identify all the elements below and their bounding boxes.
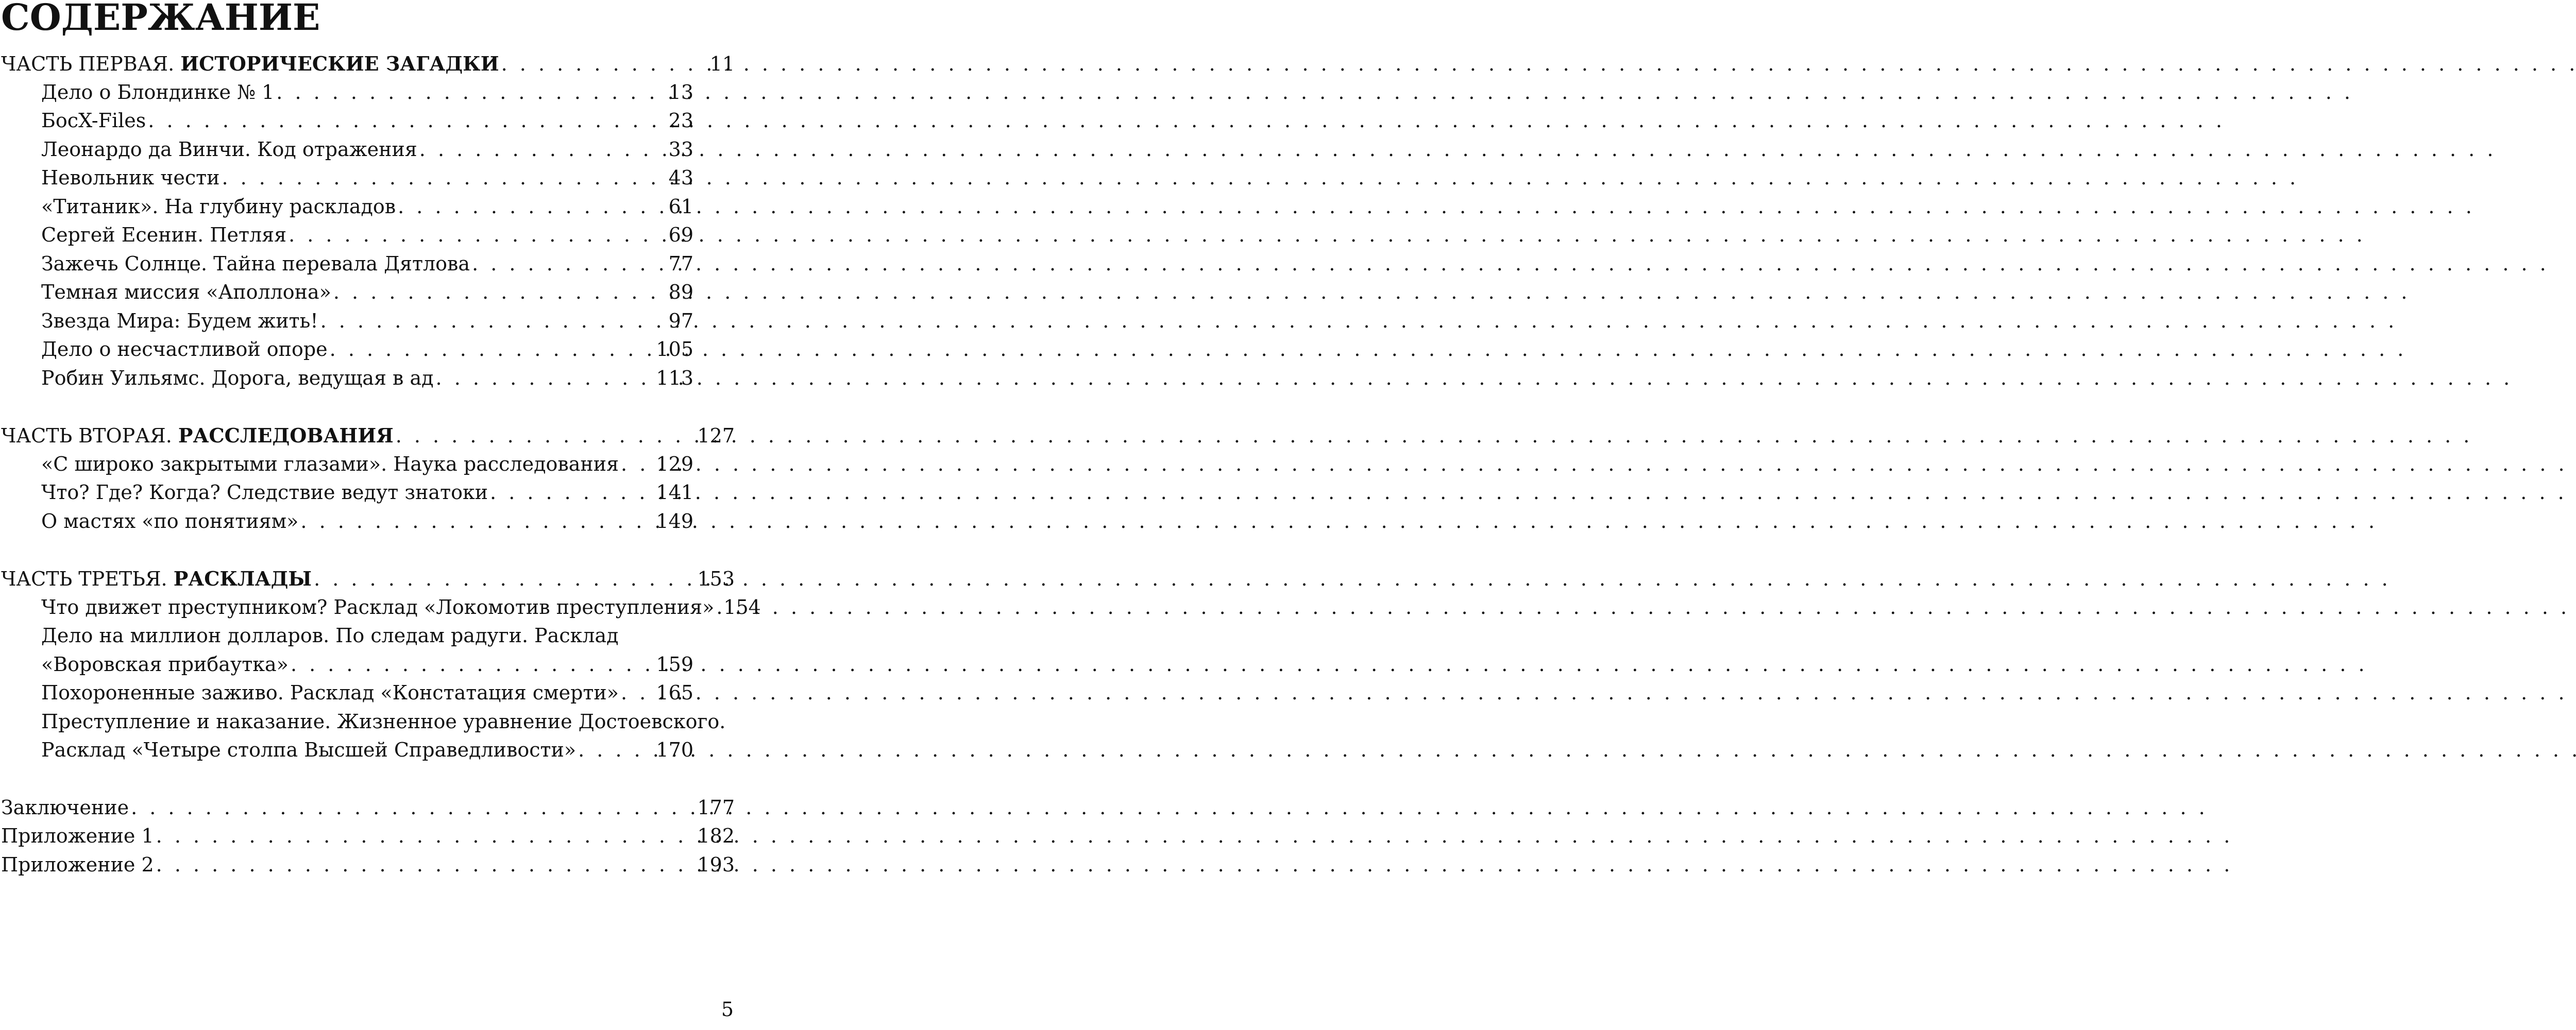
- entry-title: «С широко закрытыми глазами». Наука расследования: [41, 452, 619, 475]
- dot-leader: [417, 135, 669, 164]
- part-name: РАССЛЕДОВАНИЯ: [178, 424, 394, 447]
- dot-leader: [470, 250, 669, 279]
- entry-title-line1: Дело на миллион долларов. По следам радуги. Расклад: [41, 624, 619, 647]
- toc-entry[interactable]: [0, 278, 735, 307]
- page-title: СОДЕРЖАНИЕ: [1, 0, 320, 39]
- page-ref: 69: [668, 224, 693, 246]
- dot-leader: [619, 679, 656, 708]
- entry-title: «Титаник». На глубину раскладов: [41, 195, 396, 218]
- toc-entry[interactable]: [0, 78, 735, 107]
- toc-entry[interactable]: [0, 364, 735, 393]
- dot-leader: [219, 164, 668, 193]
- entry-title: Что движет преступником? Расклад «Локомотив преступления»: [41, 595, 715, 619]
- page-ref: 11: [709, 53, 735, 75]
- toc-entry[interactable]: [0, 221, 735, 250]
- toc-entry[interactable]: [0, 335, 735, 364]
- toc-entry[interactable]: [0, 478, 735, 507]
- entry-title: Приложение 2: [1, 853, 154, 876]
- dot-leader: [714, 593, 723, 622]
- toc-back-entry[interactable]: [0, 851, 735, 880]
- entry-title: Темная миссия «Аполлона»: [41, 281, 331, 303]
- toc-entry-first-line[interactable]: [0, 622, 735, 650]
- toc-entry[interactable]: [0, 250, 735, 279]
- page-ref: 43: [668, 166, 693, 189]
- entry-title: БосX-Files: [41, 109, 146, 132]
- dot-leader: [298, 507, 656, 536]
- part-prefix: ЧАСТЬ ВТОРАЯ.: [1, 424, 178, 447]
- dot-leader: [312, 565, 697, 594]
- table-of-contents: [0, 49, 761, 879]
- toc-entry[interactable]: [0, 307, 735, 336]
- dot-leader: [154, 851, 698, 880]
- entry-title: Невольник чести: [41, 166, 220, 189]
- toc-entry-first-line[interactable]: [0, 708, 735, 736]
- page-ref: 77: [668, 252, 693, 275]
- toc-entry[interactable]: [0, 593, 761, 622]
- entry-title: Похороненные заживо. Расклад «Констатация смерти»: [41, 681, 619, 704]
- section-gap: [0, 536, 735, 564]
- dot-leader: [318, 307, 669, 336]
- page-ref: 129: [656, 452, 693, 475]
- page-ref: 33: [668, 138, 693, 161]
- toc-entry[interactable]: [0, 507, 735, 536]
- page-ref: 97: [668, 309, 693, 332]
- entry-title: Заключение: [1, 796, 129, 819]
- entry-title: Звезда Мира: Будем жить!: [41, 309, 318, 332]
- part-prefix: ЧАСТЬ ПЕРВАЯ.: [1, 53, 181, 75]
- dot-leader: [146, 107, 668, 135]
- dot-leader: [331, 278, 669, 307]
- page-ref: 23: [668, 109, 693, 132]
- page-ref: 193: [697, 853, 735, 876]
- page-ref: 113: [656, 366, 693, 389]
- dot-leader: [274, 78, 668, 107]
- dot-leader: [488, 478, 656, 507]
- dot-leader: [289, 650, 656, 679]
- toc-entry[interactable]: [0, 164, 735, 193]
- entry-title: Что? Где? Когда? Следствие ведут знатоки: [41, 481, 488, 504]
- dot-leader: [129, 794, 697, 822]
- entry-title: Расклад «Четыре столпа Высшей Справедливости»: [41, 739, 577, 761]
- page-ref: 170: [656, 739, 693, 761]
- page-ref: 141: [656, 481, 693, 504]
- page-ref: 13: [668, 80, 693, 104]
- page-ref: 177: [697, 796, 735, 819]
- toc-back-entry[interactable]: [0, 794, 735, 822]
- section-gap: [0, 392, 735, 421]
- toc-part-heading[interactable]: [0, 421, 735, 450]
- page-ref: 89: [668, 281, 693, 303]
- entry-title: Сергей Есенин. Петляя: [41, 224, 287, 246]
- page-ref: 165: [656, 681, 693, 704]
- section-gap: [0, 765, 735, 794]
- part-prefix: ЧАСТЬ ТРЕТЬЯ.: [1, 568, 174, 590]
- toc-entry[interactable]: [0, 679, 735, 708]
- dot-leader: [619, 450, 656, 479]
- part-name: РАСКЛАДЫ: [173, 567, 312, 590]
- part-name: ИСТОРИЧЕСКИЕ ЗАГАДКИ: [180, 52, 499, 75]
- entry-title: Робин Уильямс. Дорога, ведущая в ад: [41, 366, 434, 389]
- page-number: 5: [721, 998, 734, 1021]
- entry-title: Дело о Блондинке № 1: [41, 80, 275, 104]
- entry-title: Приложение 1: [1, 825, 154, 847]
- entry-title: О мастях «по понятиям»: [41, 509, 299, 533]
- dot-leader: [286, 221, 669, 250]
- toc-entry[interactable]: [0, 450, 735, 479]
- page-ref: 127: [697, 424, 735, 447]
- dot-leader: [394, 422, 698, 451]
- dot-leader: [328, 335, 656, 364]
- page-ref: 149: [656, 509, 693, 533]
- entry-title: «Воровская прибаутка»: [41, 653, 289, 676]
- entry-title: Дело о несчастливой опоре: [41, 338, 328, 360]
- dot-leader: [576, 736, 656, 765]
- page-ref: 61: [668, 195, 693, 218]
- page-ref: 154: [723, 595, 761, 619]
- entry-title-line1: Преступление и наказание. Жизненное уравнение Достоевского.: [41, 710, 726, 733]
- dot-leader: [396, 193, 669, 221]
- page-ref: 159: [656, 653, 693, 676]
- page-ref: 153: [697, 568, 735, 590]
- page-ref: 105: [656, 338, 693, 360]
- toc-back-entry[interactable]: [0, 822, 735, 851]
- toc-page: [0, 0, 761, 1030]
- toc-entry[interactable]: [0, 135, 735, 164]
- toc-entry[interactable]: [0, 193, 735, 221]
- toc-entry[interactable]: [0, 650, 735, 679]
- toc-part-heading[interactable]: [0, 564, 735, 593]
- entry-title: Леонардо да Винчи. Код отражения: [41, 138, 417, 161]
- page-ref: 182: [697, 825, 735, 847]
- dot-leader: [499, 50, 710, 79]
- toc-part-heading[interactable]: [0, 49, 735, 78]
- entry-title: Зажечь Солнце. Тайна перевала Дятлова: [41, 252, 470, 275]
- dot-leader: [154, 822, 698, 851]
- toc-entry[interactable]: [0, 736, 735, 765]
- toc-entry[interactable]: [0, 107, 735, 135]
- dot-leader: [434, 364, 656, 393]
